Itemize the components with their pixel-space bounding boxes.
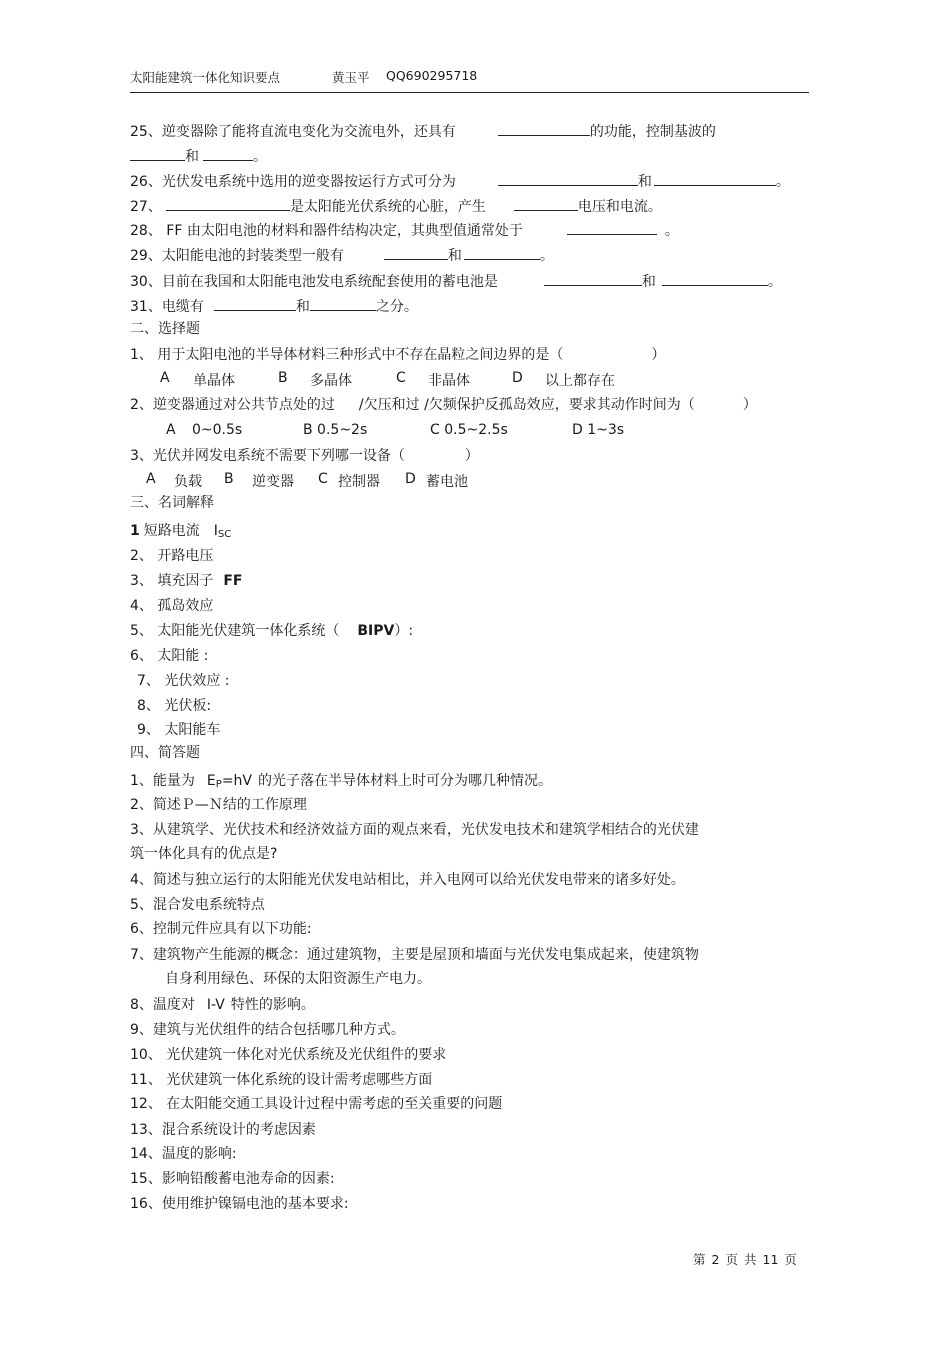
short-q16: 16、使用维护镍镉电池的基本要求: — [130, 1196, 349, 1212]
choice-q2-text: 2、逆变器通过对公共节点处的过 — [130, 397, 335, 413]
choice-q2 — [130, 396, 757, 414]
choice-q1 — [130, 346, 665, 364]
short-q11: 11、 光伏建筑一体化系统的设计需考虑哪些方面 — [130, 1072, 433, 1088]
q30-end: 。 — [767, 274, 782, 290]
section-2-title: 二、选择题 — [130, 321, 200, 337]
choice-q3-text: 3、光伏并网发电系统不需要下列哪一设备（ — [130, 448, 405, 464]
section-3-title: 三、名词解释 — [130, 495, 214, 511]
term-3 — [130, 572, 243, 590]
q31-and: 和 — [295, 299, 310, 315]
short-q5: 5、混合发电系统特点 — [130, 897, 265, 913]
footer-page-label: 第 — [693, 1252, 706, 1267]
term-1-subscript: SC — [217, 529, 232, 540]
q26-and: 和 — [637, 174, 652, 190]
page-footer — [693, 1250, 803, 1268]
q31-text: 31、电缆有 — [130, 299, 204, 315]
q29-blank-1 — [384, 246, 448, 260]
term-1 — [130, 522, 231, 542]
header-title: 太阳能建筑一体化知识要点 — [130, 70, 281, 85]
question-27 — [130, 197, 662, 216]
term-5 — [130, 622, 413, 640]
term-5-text: 5、 太阳能光伏建筑一体化系统（ — [130, 623, 340, 639]
q30-and: 和 — [641, 274, 656, 290]
choice-q2-close: ） — [742, 397, 757, 413]
footer-page-number: 2 — [711, 1252, 720, 1267]
q28-blank-1 — [567, 221, 657, 235]
question-31 — [130, 297, 418, 316]
short-q8-text-b: 特性的影响。 — [230, 997, 315, 1013]
page-header — [130, 68, 809, 93]
q27-blank-1 — [166, 197, 290, 211]
q28-end: 。 — [664, 223, 679, 239]
q29-blank-2 — [464, 246, 540, 260]
q1-option-d: 以上都存在 — [545, 373, 615, 389]
short-q13: 13、混合系统设计的考虑因素 — [130, 1122, 316, 1138]
short-q9: 9、建筑与光伏组件的结合包括哪几种方式。 — [130, 1022, 405, 1038]
q25-and: 和 — [185, 149, 199, 165]
q1-option-d-letter: D — [512, 370, 523, 386]
q25-blank-3 — [203, 147, 253, 161]
q3-option-c: 控制器 — [338, 474, 380, 490]
short-q8-iv: I-V — [206, 997, 225, 1013]
footer-total-number: 11 — [762, 1252, 779, 1267]
term-1-num: 1 — [130, 523, 140, 539]
term-9: 9、 太阳能车 — [137, 722, 221, 738]
short-q15: 15、影响铅酸蓄电池寿命的因素: — [130, 1171, 335, 1187]
q2-option-a-letter: A — [166, 422, 176, 438]
short-q1-symbol: E — [206, 773, 216, 789]
q1-option-a-letter: A — [160, 370, 170, 386]
q31-end: 之分。 — [375, 299, 418, 315]
q25-blank-1 — [498, 122, 590, 136]
q27-text-c: 电压和电流。 — [577, 199, 662, 215]
short-q3-cont: 筑一体化具有的优点是? — [130, 846, 278, 862]
q3-option-a: 负载 — [174, 474, 202, 490]
q1-option-a: 单晶体 — [193, 373, 235, 389]
term-3-symbol: FF — [223, 573, 243, 589]
footer-total-unit: 页 — [784, 1252, 797, 1267]
q27-text: 27、 — [130, 199, 162, 215]
choice-q2-text-b: /欠压和过 /欠频保护反孤岛效应，要求其动作时间为（ — [358, 397, 695, 413]
q26-text: 26、光伏发电系统中选用的逆变器按运行方式可分为 — [130, 174, 456, 190]
q31-blank-2 — [310, 297, 376, 311]
short-q14: 14、温度的影响: — [130, 1146, 237, 1162]
q3-option-b-letter: B — [224, 471, 234, 487]
q26-end: 。 — [775, 174, 790, 190]
q27-blank-2 — [514, 197, 578, 211]
term-4: 4、 孤岛效应 — [130, 598, 214, 614]
question-26 — [130, 172, 790, 191]
choice-q1-close: ） — [651, 347, 666, 363]
q3-option-d-letter: D — [405, 471, 416, 487]
q3-option-c-letter: C — [318, 471, 328, 487]
question-29 — [130, 246, 554, 265]
short-q1-equation: =hV — [221, 773, 252, 789]
q2-option-d: D 1~3s — [572, 422, 625, 438]
short-q6: 6、控制元件应具有以下功能: — [130, 921, 312, 937]
header-contact: QQ690295718 — [386, 68, 478, 83]
short-q1-text-b: 的光子落在半导体材料上时可分为哪几种情况。 — [258, 773, 552, 789]
q1-option-b-letter: B — [278, 370, 288, 386]
question-25-cont — [130, 147, 267, 166]
question-25 — [130, 122, 716, 141]
short-q1-subscript: P — [215, 779, 222, 790]
q1-option-c: 非晶体 — [428, 373, 470, 389]
term-1-symbol: I — [213, 523, 218, 539]
term-2: 2、 开路电压 — [130, 548, 214, 564]
q25-text: 25、逆变器除了能将直流电变化为交流电外，还具有 — [130, 124, 456, 140]
header-author: 黄玉平 — [332, 70, 370, 85]
q25-end: 。 — [253, 149, 267, 165]
footer-page-unit: 页 — [725, 1252, 738, 1267]
short-q10: 10、 光伏建筑一体化对光伏系统及光伏组件的要求 — [130, 1047, 447, 1063]
q3-option-a-letter: A — [146, 471, 156, 487]
q1-option-c-letter: C — [396, 370, 406, 386]
q26-blank-1 — [498, 172, 638, 186]
question-28 — [130, 221, 679, 240]
q2-option-b: B 0.5~2s — [303, 422, 368, 438]
term-3-text: 3、 填充因子 — [130, 573, 214, 589]
short-q1-text: 1、能量为 — [130, 773, 195, 789]
choice-q3-close: ） — [464, 448, 479, 464]
q30-blank-2 — [662, 272, 768, 286]
q1-option-b: 多晶体 — [310, 373, 352, 389]
short-q7: 7、建筑物产生能源的概念：通过建筑物，主要是屋顶和墙面与光伏发电集成起来，使建筑物 — [130, 947, 699, 963]
section-4-title: 四、简答题 — [130, 745, 200, 761]
short-q7-cont: 自身利用绿色、环保的太阳资源生产电力。 — [165, 971, 431, 987]
q3-option-d: 蓄电池 — [426, 474, 468, 490]
choice-q3 — [130, 447, 479, 465]
term-8: 8、 光伏板: — [137, 698, 212, 714]
q26-blank-2 — [654, 172, 776, 186]
short-q3: 3、从建筑学、光伏技术和经济效益方面的观点来看，光伏发电技术和建筑学相结合的光伏建 — [130, 822, 699, 838]
short-q8 — [130, 996, 315, 1014]
q28-text: 28、 FF 由太阳电池的材料和器件结构决定，其典型值通常处于 — [130, 223, 523, 239]
q3-option-b: 逆变器 — [252, 474, 294, 490]
q27-text-b: 是太阳能光伏系统的心脏，产生 — [289, 199, 486, 215]
term-7: 7、 光伏效应 : — [137, 673, 230, 689]
q31-blank-1 — [214, 297, 296, 311]
q25-text-b: 的功能，控制基波的 — [589, 124, 716, 140]
q30-blank-1 — [544, 272, 642, 286]
term-5-symbol: BIPV — [357, 623, 395, 639]
footer-total-label: 共 — [743, 1252, 757, 1267]
short-q8-text: 8、温度对 — [130, 997, 195, 1013]
term-5-close: ）: — [394, 623, 414, 639]
q30-text: 30、目前在我国和太阳能电池发电系统配套使用的蓄电池是 — [130, 274, 498, 290]
q25-blank-2 — [130, 147, 185, 161]
term-6: 6、 太阳能 : — [130, 648, 209, 664]
q2-option-a: 0~0.5s — [192, 422, 243, 438]
q2-option-c: C 0.5~2.5s — [430, 422, 508, 438]
term-1-text: 短路电流 — [143, 523, 200, 539]
question-30 — [130, 272, 782, 291]
choice-q1-text: 1、 用于太阳电池的半导体材料三种形式中不存在晶粒之间边界的是（ — [130, 347, 564, 363]
q29-and: 和 — [447, 248, 462, 264]
q29-text: 29、太阳能电池的封装类型一般有 — [130, 248, 344, 264]
short-q12: 12、 在太阳能交通工具设计过程中需考虑的至关重要的问题 — [130, 1096, 503, 1112]
short-q1 — [130, 772, 552, 792]
short-q4: 4、简述与独立运行的太阳能光伏发电站相比，并入电网可以给光伏发电带来的诸多好处。 — [130, 872, 685, 888]
short-q2: 2、简述Ｐ—Ｎ结的工作原理 — [130, 797, 307, 813]
q29-end: 。 — [539, 248, 554, 264]
